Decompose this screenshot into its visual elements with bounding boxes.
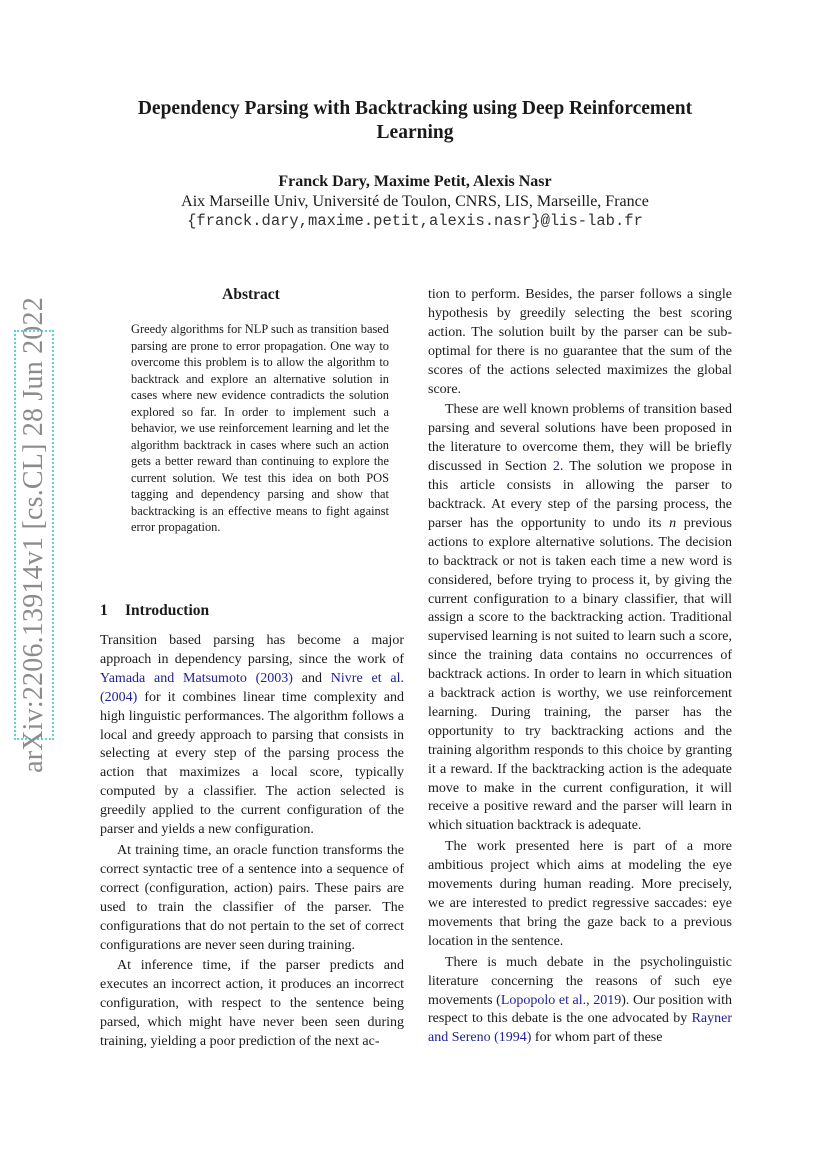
- paper-title: Dependency Parsing with Backtracking using Deep Reinforcement Learning: [137, 98, 693, 143]
- paragraph-text: and: [292, 670, 331, 686]
- author-list: Franck Dary, Maxime Petit, Alexis Nasr: [278, 173, 552, 190]
- section-2-link[interactable]: 2: [552, 459, 560, 475]
- right-column-body: [428, 286, 732, 1048]
- intro-paragraph-2: At training time, an oracle function transforms the correct syntactic tree of a sentence into a sequence of correct (configuration, action) pairs. These pairs are used to train the classifier of the parser. The configurations that do not pertain to the set of correct configurations are never seen during training.: [100, 842, 404, 953]
- abstract-heading: Abstract: [222, 286, 280, 303]
- paragraph-text: ). Our position with respect to this debate is the one advocated by: [428, 992, 732, 1027]
- intro-paragraph-3-continued: tion to perform. Besides, the parser follows a single hypothesis by greedily selecting the best scoring action. The solution built by the parser can be sub-optimal for there is no guarantee that the sum of the scores of the actions selected maximizes the global score.: [428, 287, 732, 397]
- arxiv-identifier[interactable]: arXiv:2206.13914v1 [cs.CL] 28 Jun 2022: [18, 297, 49, 773]
- intro-paragraph-4: [428, 401, 732, 836]
- author-emails: {franck.dary,maxime.petit,alexis.nasr}@lis-lab.fr: [187, 212, 643, 230]
- paragraph-text: There is much debate in the psycholinguistic literature concerning the reasons of such eye movements (: [428, 954, 732, 1008]
- intro-paragraph-5: The work presented here is part of a more ambitious project which aims at modeling the eye movements during human reading. More precisely, we are interested to predict regressive saccades: eye movements that bring the gaze back to a previous location in the sentence.: [428, 839, 732, 949]
- intro-paragraph-1: [100, 632, 404, 840]
- left-column-body: [100, 632, 404, 1052]
- citation-link-lopopolo[interactable]: Lopopolo et al., 2019: [500, 992, 622, 1008]
- section-heading-introduction: [100, 601, 209, 621]
- paragraph-text: These are well known problems of transition based parsing and several solutions have been proposed in the literature to overcome them, they will be briefly discussed in Section: [428, 402, 732, 475]
- paragraph-text: . The solution we propose in this article consists in allowing the parser to backtrack. At every step of the parsing process, the parser has the opportunity to undo its: [428, 459, 732, 531]
- citation-link-rayner-sereno[interactable]: Rayner and Sereno (1994): [428, 1011, 732, 1046]
- section-title: Introduction: [125, 602, 210, 619]
- paragraph-text: previous actions to explore alternative solutions. The decision to backtrack or not is taken each time a new word is considered, before trying to process it, by giving the current configuration to a binary classifier, that will assign a score to the backtracking action. Traditional supervised learning is not suited to learn such a score, since the training data contains no occurrences of backtrack actions. In order to learn in which situation a backtrack action is worthy, we use reinforcement learning. During training, the parser has the opportunity to try backtracking actions and the training algorithm responds to this choice by granting it a reward. If the backtracking action is the adequate move to make in the current configuration, it will receive a positive reward and the parser will learn in which situation backtrack is adequate.: [428, 515, 732, 834]
- math-variable-n: n: [669, 515, 677, 531]
- paragraph-text: Transition based parsing has become a major approach in dependency parsing, since the work of: [100, 633, 404, 667]
- intro-paragraph-6: [428, 954, 732, 1049]
- paragraph-text: for it combines linear time complexity and high linguistic performances. The algorithm follows a local and greedy approach to parsing that consists in selecting at every step of the parsing process the action that maximizes a local score, typically computed by a classifier. The action selected is greedily applied to the current configuration of the parser and yields a new configuration.: [100, 689, 404, 838]
- citation-link-nivre[interactable]: Nivre et al. (2004): [100, 670, 404, 705]
- citation-link-yamada-matsumoto[interactable]: Yamada and Matsumoto (2003): [100, 670, 293, 686]
- paragraph-text: for whom part of these: [531, 1030, 663, 1046]
- abstract-body: Greedy algorithms for NLP such as transition based parsing are prone to error propagation. One way to overcome this problem is to allow the algorithm to backtrack and explore an alternative solution in cases where new evidence contradicts the solution explored so far. In order to implement such a behavior, we use reinforcement learning and let the algorithm backtrack in cases where such an action gets a better reward than continuing to explore the current solution. We test this idea on both POS tagging and dependency parsing and show that backtracking is an effective means to fight against error propagation.: [131, 322, 389, 534]
- section-number: 1: [100, 602, 108, 619]
- intro-paragraph-3: At inference time, if the parser predicts and executes an incorrect action, it produces an incorrect configuration, with respect to the sentence being parsed, which might have never been seen during training, yielding a poor prediction of the next ac-: [100, 958, 404, 1050]
- affiliation: Aix Marseille Univ, Université de Toulon, CNRS, LIS, Marseille, France: [181, 193, 649, 210]
